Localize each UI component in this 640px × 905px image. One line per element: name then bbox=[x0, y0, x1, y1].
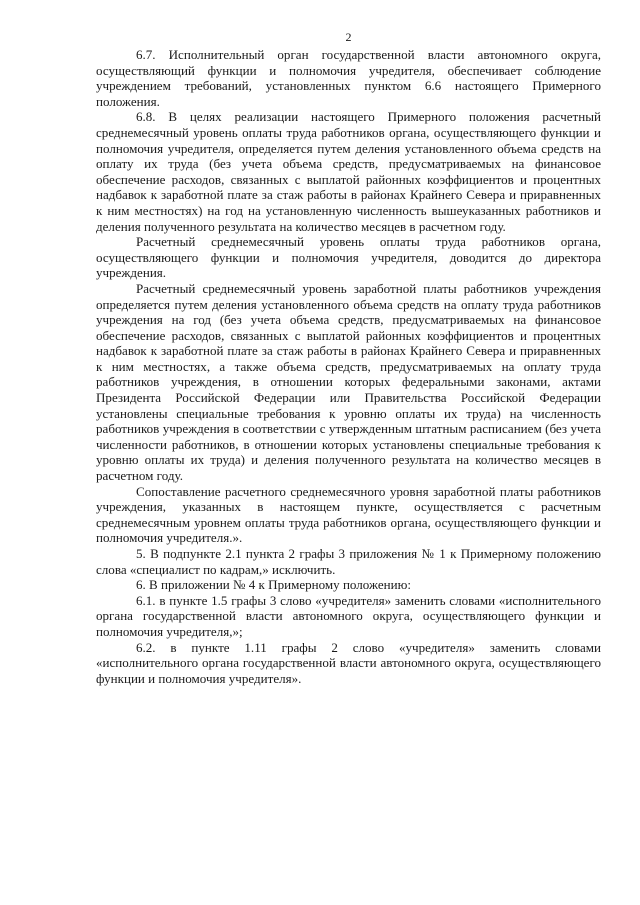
page-number: 2 bbox=[345, 30, 352, 44]
paragraph-item-5: 5. В подпункте 2.1 пункта 2 графы 3 приложения № 1 к Примерному положению слова «специалист по кадрам,» исключить. bbox=[96, 546, 601, 577]
paragraph-6-8: 6.8. В целях реализации настоящего Примерного положения расчетный среднемесячный уровень оплаты труда работников органа, осуществляющего функции и полномочия учредителя, определяется путем деления установленного объема средств на оплату их труда (без учета объема средств, предусматриваемых на финансовое обеспечение расходов, связанных с выплатой районных коэффициентов и процентных надбавок к заработной плате за стаж работы в районах Крайнего Севера и приравненных к ним местностях) на год на установленную численность вышеуказанных работников и деления полученного результата на количество месяцев в расчетном году. bbox=[96, 109, 601, 234]
paragraph-comparison: Сопоставление расчетного среднемесячного уровня заработной платы работников учреждения, указанных в настоящем пункте, осуществляется с расчетным среднемесячным уровнем оплаты труда работников органа, осуществляющего функции и полномочия учредителя.». bbox=[96, 483, 601, 546]
document-page bbox=[96, 30, 601, 686]
paragraph-item-6-1: 6.1. в пункте 1.5 графы 3 слово «учредителя» заменить словами «исполнительного органа государственной власти автономного округа, осуществляющего функции и полномочия учредителя,»; bbox=[96, 592, 601, 639]
paragraph-salary-level-organ: Расчетный среднемесячный уровень оплаты труда работников органа, осуществляющего функции и полномочия учредителя, доводится до директора учреждения. bbox=[96, 234, 601, 281]
paragraph-salary-level-institution: Расчетный среднемесячный уровень заработной платы работников учреждения определяется путем деления установленного объема средств на оплату труда работников учреждения на год (без учета объема средств, предусматриваемых на финансовое обеспечение расходов, связанных с выплатой районных коэффициентов и процентных надбавок к заработной плате за стаж работы в районах Крайнего Севера и приравненных к ним местностях, а также объема средств, предусматриваемых на оплату труда работников учреждения, в отношении которых федеральными законами, актами Президента Российской Федерации или Правительства Российской Федерации установлены специальные требования к уровню оплаты их труда) на численность работников учреждения в соответствии с утвержденным штатным расписанием (без учета численности работников, в отношении которых установлены специальные требования к уровню оплаты их труда) и деления полученного результата на количество месяцев в расчетном году. bbox=[96, 280, 601, 484]
paragraph-6-7: 6.7. Исполнительный орган государственной власти автономного округа, осуществляющий функции и полномочия учредителя, обеспечивает соблюдение учреждением требований, установленных пунктом 6.6 настоящего Примерного положения. bbox=[96, 47, 601, 109]
paragraph-item-6-2: 6.2. в пункте 1.11 графы 2 слово «учредителя» заменить словами «исполнительного органа государственной власти автономного округа, осуществляющего функции и полномочия учредителя». bbox=[96, 639, 601, 686]
paragraph-item-6: 6. В приложении № 4 к Примерному положению: bbox=[136, 577, 411, 593]
